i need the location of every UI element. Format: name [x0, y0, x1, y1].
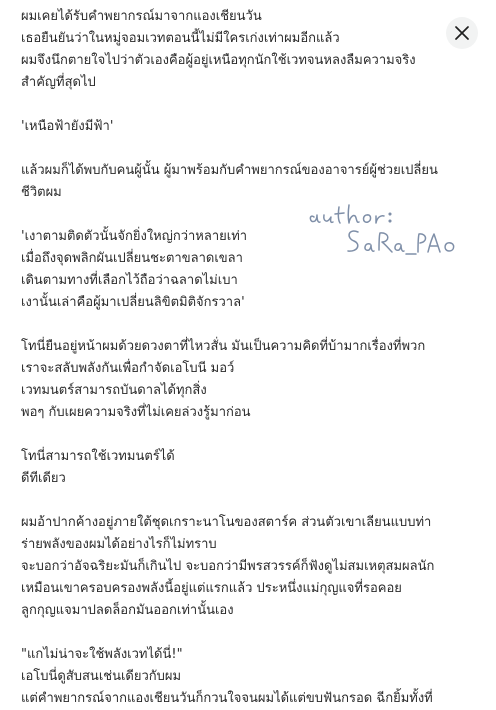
- text-line: ชีวิตผม: [21, 185, 62, 200]
- text-line: เดินตามทางที่เลือกไว้ถือว่าฉลาดไม่เบา: [21, 273, 238, 288]
- text-line: ผมอ้าปากค้างอยู่ภายใต้ชุดเกราะนาโนของสตาร์ค ส่วนตัวเขาเลียนแบบท่า: [21, 515, 432, 530]
- paragraph-gap: [21, 138, 481, 160]
- paragraph: [21, 6, 481, 94]
- text-line: "แกไม่น่าจะใช้พลังเวทได้นี่!": [21, 647, 183, 662]
- text-line: จะบอกว่าอัจฉริยะมันก็เกินไป จะบอกว่ามีพรสวรรค์ก็ฟังดูไม่สมเหตุสมผลนัก: [21, 559, 435, 574]
- story-text: [21, 6, 481, 710]
- text-line: แต่คำพยากรณ์จากแองเชียนวันก็กวนใจจนผมได้แต่ขบฟันกรอด ฉีกยิ้มทั้งที่: [21, 691, 433, 706]
- text-line: ผมจึงนึกตายใจไปว่าตัวเองคือผู้อยู่เหนือทุกนักใช้เวทจนหลงลืมความจริง: [21, 53, 416, 68]
- paragraph: [21, 116, 481, 138]
- paragraph: [21, 160, 481, 204]
- text-line: เธอยืนยันว่าในหมู่จอมเวทตอนนี้ไม่มีใครเก่งเท่าผมอีกแล้ว: [21, 31, 340, 46]
- paragraph-gap: [21, 424, 481, 446]
- text-line: เราจะสลับพลังกันเพื่อกำจัดเอโบนี มอว์: [21, 361, 235, 376]
- text-line: เหมือนเขาครอบครองพลังนี้อยู่แต่แรกแล้ว ประหนึ่งแม่กุญแจที่รอคอย: [21, 581, 402, 596]
- text-line: เวทมนตร์สามารถบันดาลได้ทุกสิ่ง: [21, 383, 207, 398]
- text-line: สำคัญที่สุดไป: [21, 75, 96, 90]
- paragraph-gap: [21, 622, 481, 644]
- paragraph: [21, 644, 481, 710]
- text-line: ร่ายพลังของผมได้อย่างไรก็ไม่ทราบ: [21, 537, 217, 552]
- text-line: เอโบนี่ดูสับสนเช่นเดียวกับผม: [21, 669, 182, 684]
- text-line: ผมเคยได้รับคำพยากรณ์มาจากแองเชียนวัน: [21, 9, 262, 24]
- text-line: โทนี่ยืนอยู่หน้าผมด้วยดวงตาที่ไหวสั่น มันเป็นความคิดที่บ้ามากเรื่องที่พวก: [21, 339, 426, 354]
- text-line: ลูกกุญแจมาปลดล็อกมันออกเท่านั้นเอง: [21, 603, 234, 618]
- text-line: แล้วผมก็ได้พบกับคนผู้นั้น ผู้มาพร้อมกับคำพยากรณ์ของอาจารย์ผู้ช่วยเปลี่ยน: [21, 163, 438, 178]
- paragraph: [21, 446, 481, 490]
- text-line: 'เงาตามติดตัวนั้นจักยิ่งใหญ่กว่าหลายเท่า: [21, 229, 248, 244]
- paragraph: [21, 512, 481, 622]
- paragraph-gap: [21, 314, 481, 336]
- author-signature: [306, 200, 466, 280]
- paragraph: [21, 336, 481, 424]
- text-line: โทนี่สามารถใช้เวทมนตร์ได้: [21, 449, 175, 464]
- text-line: เงานั้นเล่าคือผู้มาเปลี่ยนลิขิตมิติจักรวาล': [21, 295, 245, 310]
- text-line: พอๆ กับเผยความจริงที่ไม่เคยล่วงรู้มาก่อน: [21, 405, 251, 420]
- text-line: ดีทีเดียว: [21, 471, 66, 486]
- text-line: 'เหนือฟ้ายังมีฟ้า': [21, 119, 114, 134]
- text-line: เมื่อถึงจุดพลิกผันเปลี่ยนชะตาขลาดเขลา: [21, 251, 243, 266]
- paragraph-gap: [21, 94, 481, 116]
- paragraph-gap: [21, 490, 481, 512]
